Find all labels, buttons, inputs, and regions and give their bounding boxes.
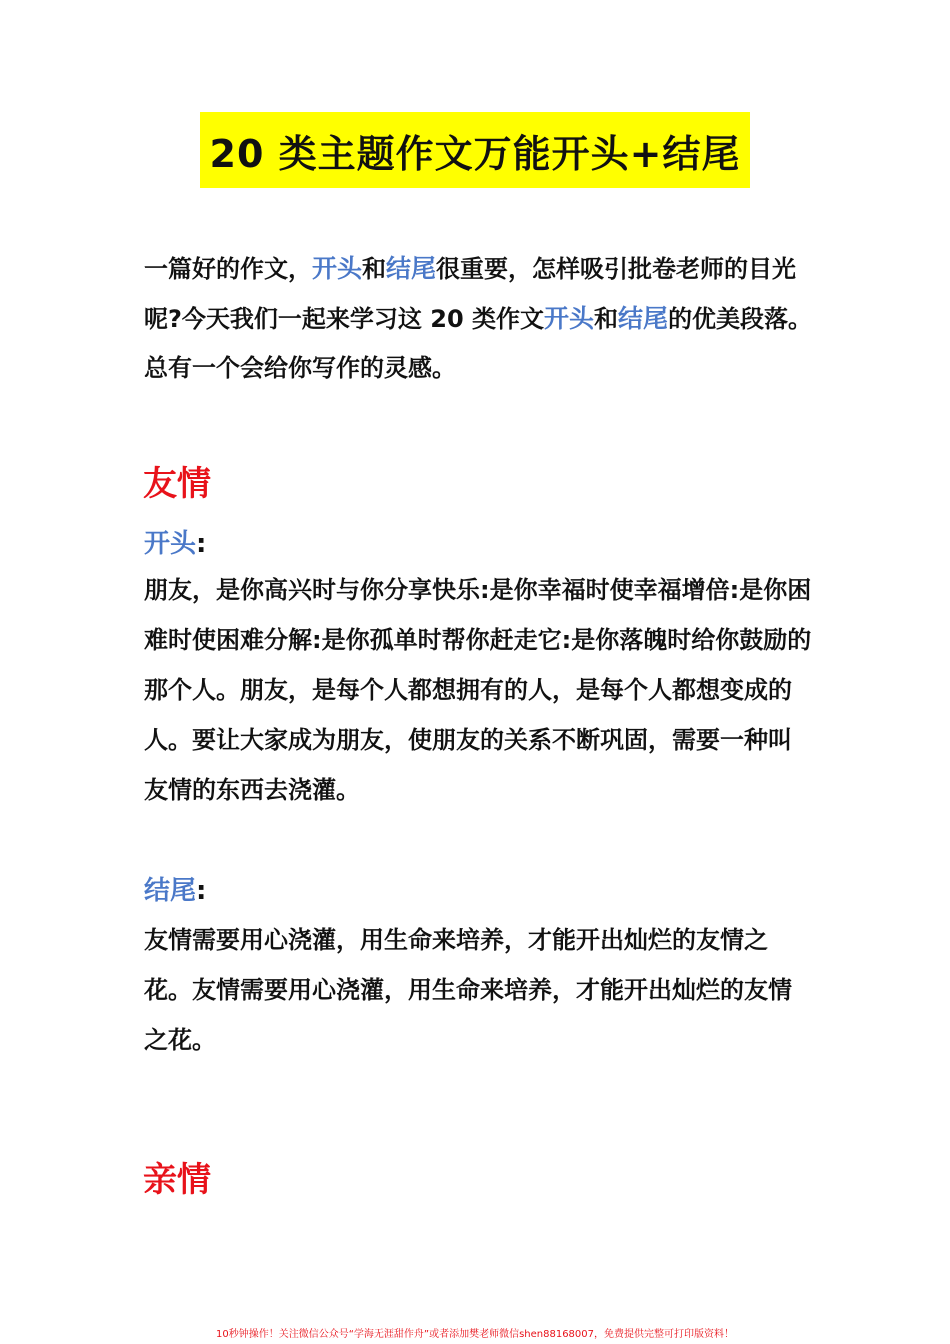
page-title: 20 类主题作文万能开头+结尾	[209, 131, 741, 176]
intro-highlight-opening: 开头	[312, 254, 363, 283]
ending-paragraph: 友情需要用心浇灌，用生命来培养，才能开出灿烂的友情之花。友情需要用心浇灌，用生命来培养，才能开出灿烂的友情之花。	[144, 926, 792, 1054]
intro-text-4: 和	[594, 305, 619, 333]
intro-text-2: 和	[362, 255, 387, 283]
opening-colon: :	[196, 529, 207, 559]
opening-paragraph: 朋友，是你高兴时与你分享快乐:是你幸福时使幸福增倍:是你困难时使困难分解:是你孤单时帮你赶走它:是你落魄时给你鼓励的那个人。朋友，是每个人都想拥有的人，是每个人都想变成的人。要让大家成为朋友，使朋友的关系不断巩固，需要一种叫友情的东西去浇灌。	[144, 576, 812, 804]
intro-text-1: 一篇好的作文，	[144, 255, 312, 283]
opening-label: 开头	[144, 529, 197, 559]
intro-highlight-opening-2: 开头	[544, 304, 595, 333]
section-title-family: 亲情	[143, 1160, 211, 1200]
ending-colon: :	[196, 876, 207, 906]
section-title-friendship: 友情	[143, 464, 211, 504]
intro-text-3: 很重要，怎样吸引批卷老师的目光呢?今天我们一起来学习这 20 类作文	[144, 255, 797, 333]
ending-heading	[144, 870, 206, 907]
intro-highlight-ending: 结尾	[386, 254, 437, 283]
intro-paragraph	[144, 244, 814, 393]
footer-note: 10秒钟操作！关注微信公众号“学海无涯甜作舟”或者添加樊老师微信shen88168007，免费提供完整可打印版资料！	[215, 1329, 735, 1340]
opening-heading	[144, 523, 206, 560]
ending-label: 结尾	[144, 876, 197, 906]
title-banner	[200, 112, 750, 188]
intro-text-5: 的优美段落。 总有一个会给你写作的灵感。	[144, 305, 813, 382]
intro-highlight-ending-2: 结尾	[618, 304, 669, 333]
